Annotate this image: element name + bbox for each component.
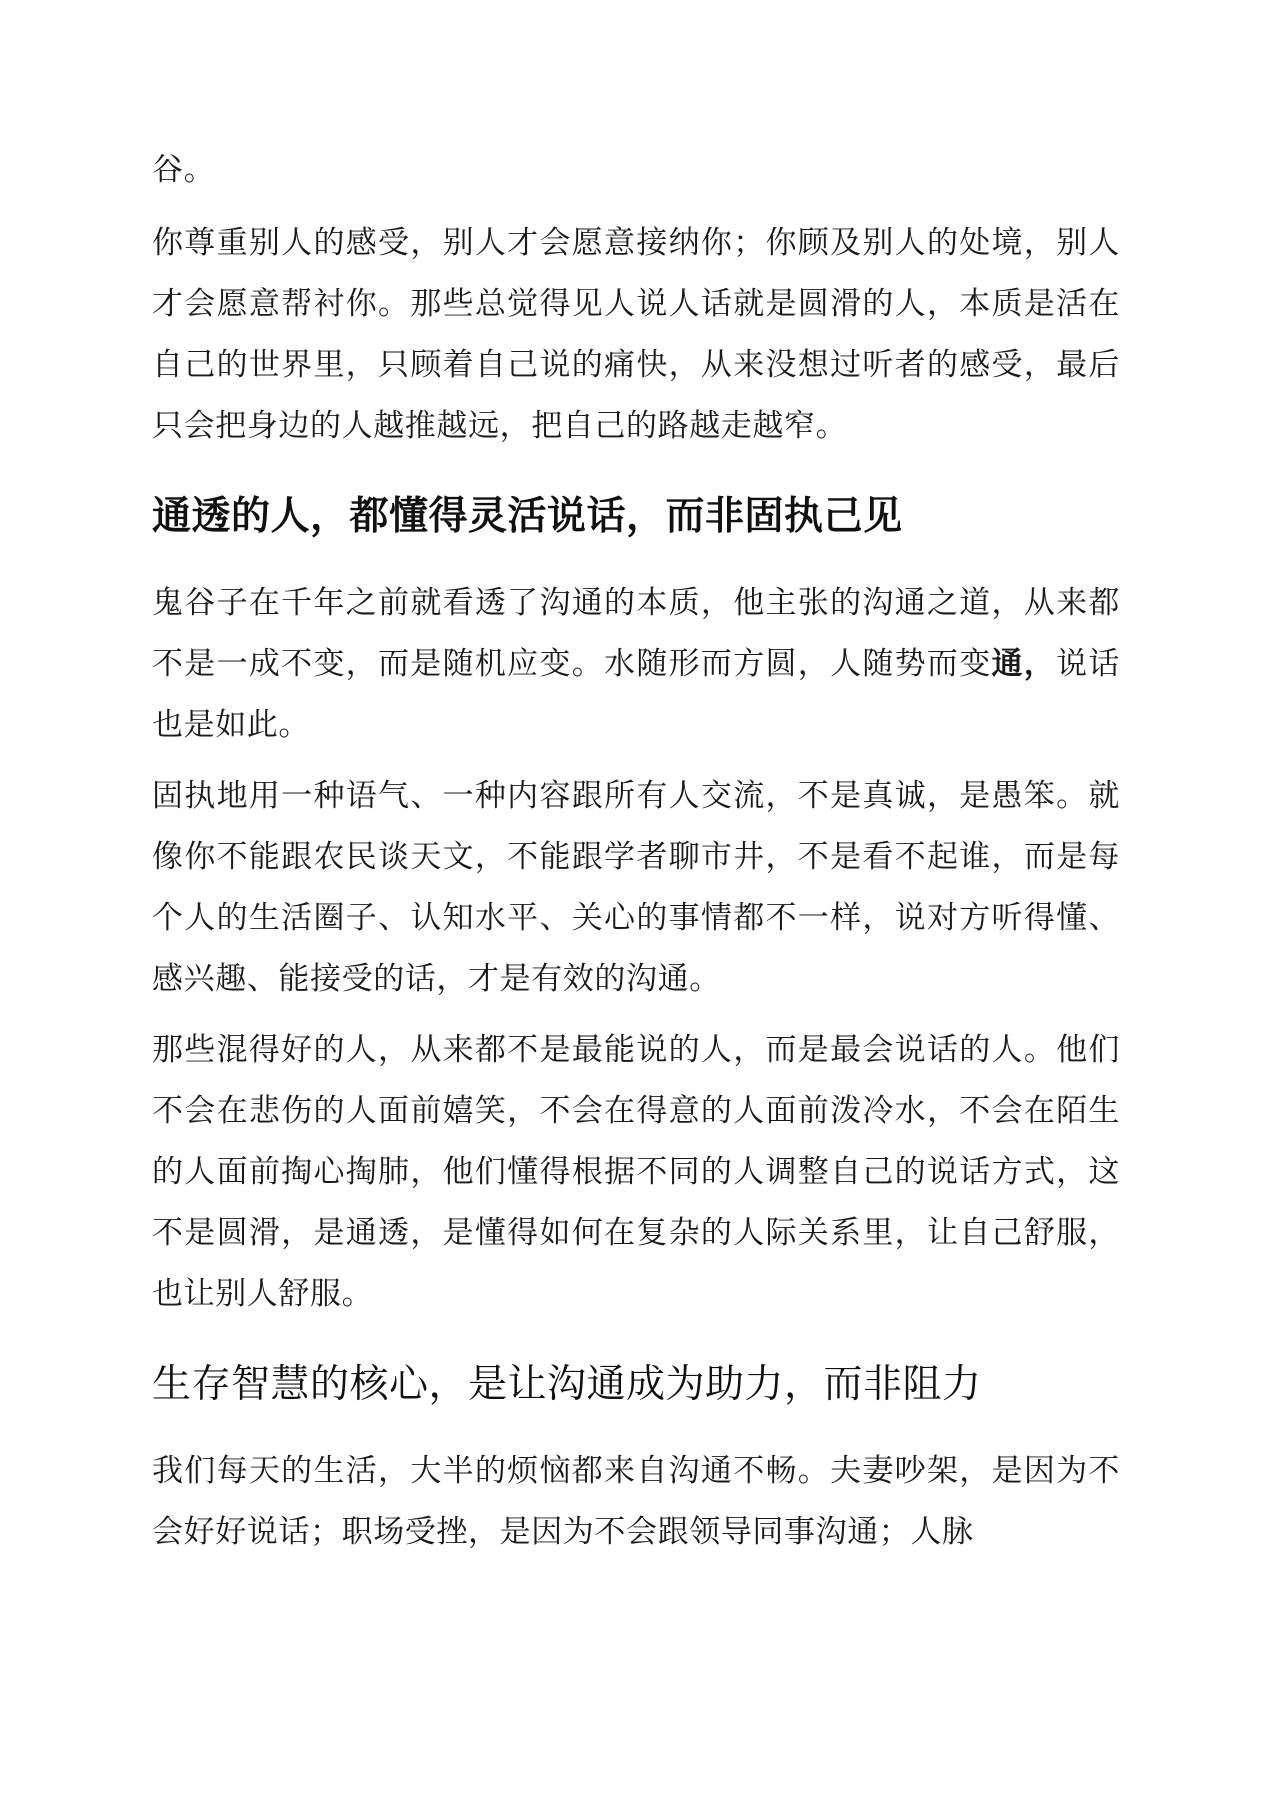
section-heading-flexible-speech: 通透的人，都懂得灵活说话，而非固执己见 bbox=[152, 494, 903, 539]
paragraph-guiguzi-end: 说话也是如此。 bbox=[152, 646, 1120, 743]
paragraph-stubborn: 固执地用一种语气、一种内容跟所有人交流，不是真诚，是愚笨。就像你不能跟农民谈天文，不能跟学者聊市井，不是看不起谁，而是每个人的生活圈子、认知水平、关心的事情都不一样，说对方听得懂、感兴趣、能接受的话，才是有效的沟通。 bbox=[152, 778, 1120, 997]
paragraph-daily-life: 我们每天的生活，大半的烦恼都来自沟通不畅。夫妻吵架，是因为不会好好说话；职场受挫，是因为不会跟领导同事沟通；人脉 bbox=[152, 1453, 1120, 1550]
paragraph-guiguzi-start: 鬼谷子在千年之前就看透了沟通的本质，他主张的沟通之道，从来都不是一成不变，而是随机应变。水随形而方圆，人随势而变 bbox=[152, 585, 1120, 682]
section-heading-survival-wisdom: 生存智慧的核心，是让沟通成为助力，而非阻力 bbox=[152, 1362, 982, 1407]
paragraph-continuation: 谷。 bbox=[152, 152, 216, 188]
paragraph-respect: 你尊重别人的感受，别人才会愿意接纳你；你顾及别人的处境，别人才会愿意帮衬你。那些总觉得见人说人话就是圆滑的人，本质是活在自己的世界里，只顾着自己说的痛快，从来没想过听者的感受，最后只会把身边的人越推越远，把自己的路越走越窄。 bbox=[152, 225, 1120, 444]
document-page bbox=[152, 140, 1120, 1573]
paragraph-successful-people: 那些混得好的人，从来都不是最能说的人，而是最会说话的人。他们不会在悲伤的人面前嬉笑，不会在得意的人面前泼冷水，不会在陌生的人面前掏心掏肺，他们懂得根据不同的人调整自己的说话方式，这不是圆滑，是通透，是懂得如何在复杂的人际关系里，让自己舒服，也让别人舒服。 bbox=[152, 1032, 1120, 1312]
paragraph-guiguzi bbox=[152, 573, 1120, 756]
paragraph-guiguzi-bold: 通， bbox=[991, 646, 1057, 682]
